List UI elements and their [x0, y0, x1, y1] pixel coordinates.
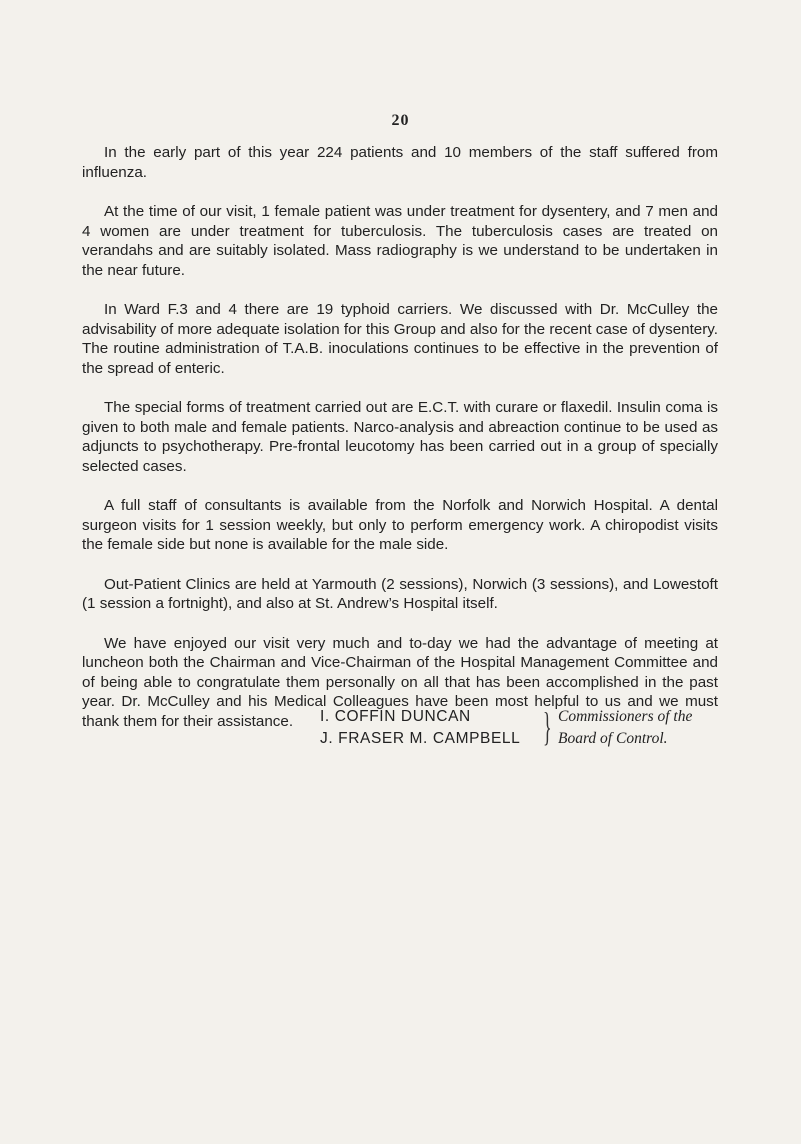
brace-glyph: } [543, 704, 552, 749]
signatory-title-line: Commissioners of the [558, 708, 693, 725]
signatory-title-line: Board of Control. [558, 730, 668, 747]
paragraph-closing-remarks: We have enjoyed our visit very much and to-day we had the advantage of meeting at luncheon both the Chairman and Vice-Chairman of the Hospital Management Committee and of being able to congratulate them personally on all that has been accomplished in the past year. Dr. McCulley and his Medical Colleagues have been most helpful to us and we must thank them for their assistance. [82, 634, 718, 730]
paragraph-out-patient-clinics: Out-Patient Clinics are held at Yarmouth (2 sessions), Norwich (3 sessions), and Lowestoft (1 session a fortnight), and also at St. Andrew’s Hospital itself. [82, 575, 718, 612]
paragraph-consultants: A full staff of consultants is available from the Norfolk and Norwich Hospital. A dental surgeon visits for 1 session weekly, but only to perform emergency work. A chiropodist visits the female side but none is available for the male side. [82, 497, 718, 553]
signatory-names [320, 706, 520, 750]
signatory-name: I. COFFIN DUNCAN [320, 708, 471, 725]
signatory-title [558, 706, 692, 750]
report-body [82, 143, 718, 751]
page-number: 20 [391, 112, 410, 129]
paragraph-special-treatments: The special forms of treatment carried out are E.C.T. with curare or flaxedil. Insulin coma is given to both male and female patients. Narco-analysis and abreaction continue to be used as adjuncts to psychotherapy. Pre-frontal leucotomy has been carried out in a group of specially selected cases. [82, 399, 718, 475]
signatory-name: J. FRASER M. CAMPBELL [320, 730, 521, 747]
paragraph-typhoid-carriers: In Ward F.3 and 4 there are 19 typhoid carriers. We discussed with Dr. McCulley the advisability of more adequate isolation for this Group and also for the recent case of dysentery. The routine administration of T.A.B. inoculations continues to be effective in the prevention of the spread of enteric. [82, 301, 718, 377]
paragraph-dysentery-tuberculosis: At the time of our visit, 1 female patient was under treatment for dysentery, and 7 men and 4 women are under treatment for tuberculosis. The tuberculosis cases are treated on verandahs and are suitably isolated. Mass radiography is we understand to be undertaken in the near future. [82, 203, 718, 279]
paragraph-influenza: In the early part of this year 224 patients and 10 members of the staff suffered from influenza. [82, 144, 718, 181]
